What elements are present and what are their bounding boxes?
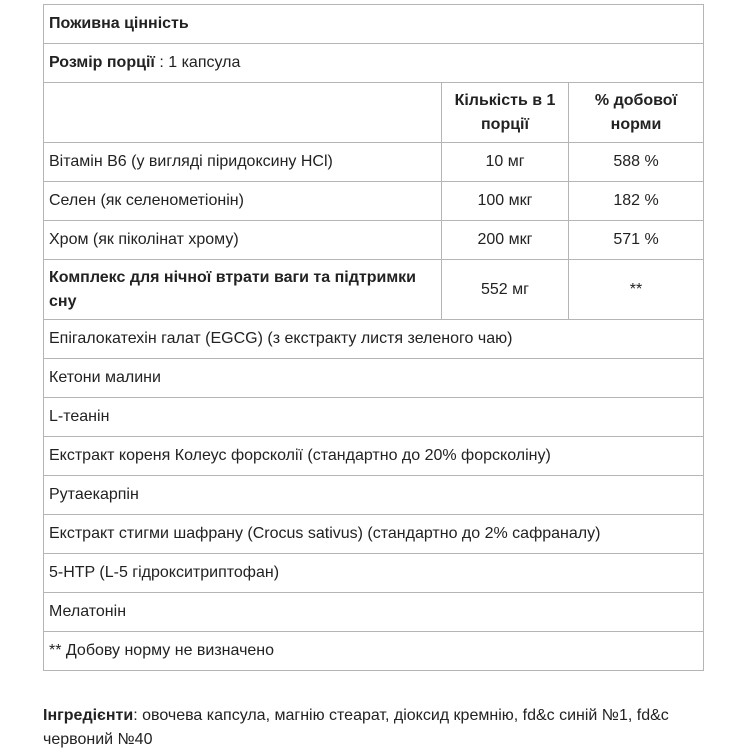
list-item (44, 359, 704, 398)
nutrient-name: Вітамін B6 (у вигляді піридоксину HCl) (44, 143, 442, 182)
footnote: ** Добову норму не визначено (44, 632, 704, 671)
nutrient-amount: 100 мкг (442, 182, 569, 221)
serving-size-separator: : (154, 54, 169, 71)
blend-daily-value: ** (569, 260, 704, 320)
blend-ingredient: Екстракт кореня Колеус форсколії (стандартно до 20% форсколіну) (44, 437, 704, 476)
header-daily-value: % добової норми (569, 83, 704, 143)
nutrient-amount: 10 мг (442, 143, 569, 182)
ingredients-note (43, 704, 704, 752)
list-item (44, 398, 704, 437)
blend-row (44, 260, 704, 320)
ingredients-text: : овочева капсула, магнію стеарат, діоксид кремнію, fd&c синій №1, fd&c червоний №40 (43, 707, 669, 748)
blend-ingredient: L-теанін (44, 398, 704, 437)
list-item (44, 437, 704, 476)
ingredients-label: Інгредієнти (43, 707, 134, 724)
list-item (44, 554, 704, 593)
blend-name: Комплекс для нічної втрати ваги та підтримки сну (44, 260, 442, 320)
nutrient-daily-value: 571 % (569, 221, 704, 260)
nutrient-daily-value: 588 % (569, 143, 704, 182)
nutrient-name: Хром (як піколінат хрому) (44, 221, 442, 260)
nutrient-daily-value: 182 % (569, 182, 704, 221)
nutrition-facts-table (43, 4, 704, 671)
blend-ingredient: 5-HTP (L-5 гідрокситриптофан) (44, 554, 704, 593)
nutrient-amount: 200 мкг (442, 221, 569, 260)
serving-size-value: 1 капсула (168, 54, 241, 71)
list-item (44, 515, 704, 554)
list-item (44, 320, 704, 359)
blend-amount: 552 мг (442, 260, 569, 320)
nutrient-name: Селен (як селенометіонін) (44, 182, 442, 221)
table-row (44, 221, 704, 260)
title-row (44, 5, 704, 44)
serving-size-cell (44, 44, 704, 83)
header-amount: Кількість в 1 порції (442, 83, 569, 143)
table-row (44, 182, 704, 221)
list-item (44, 593, 704, 632)
blend-ingredient: Екстракт стигми шафрану (Crocus sativus) (стандартно до 2% сафраналу) (44, 515, 704, 554)
serving-size-label: Розмір порції (49, 54, 155, 71)
table-title: Поживна цінність (44, 5, 704, 44)
list-item (44, 476, 704, 515)
table-row (44, 143, 704, 182)
blend-ingredient: Кетони малини (44, 359, 704, 398)
blend-ingredient: Рутаекарпін (44, 476, 704, 515)
header-name (44, 83, 442, 143)
blend-ingredient: Епігалокатехін галат (EGCG) (з екстракту листя зеленого чаю) (44, 320, 704, 359)
header-row (44, 83, 704, 143)
blend-ingredient: Мелатонін (44, 593, 704, 632)
serving-row (44, 44, 704, 83)
footnote-row (44, 632, 704, 671)
